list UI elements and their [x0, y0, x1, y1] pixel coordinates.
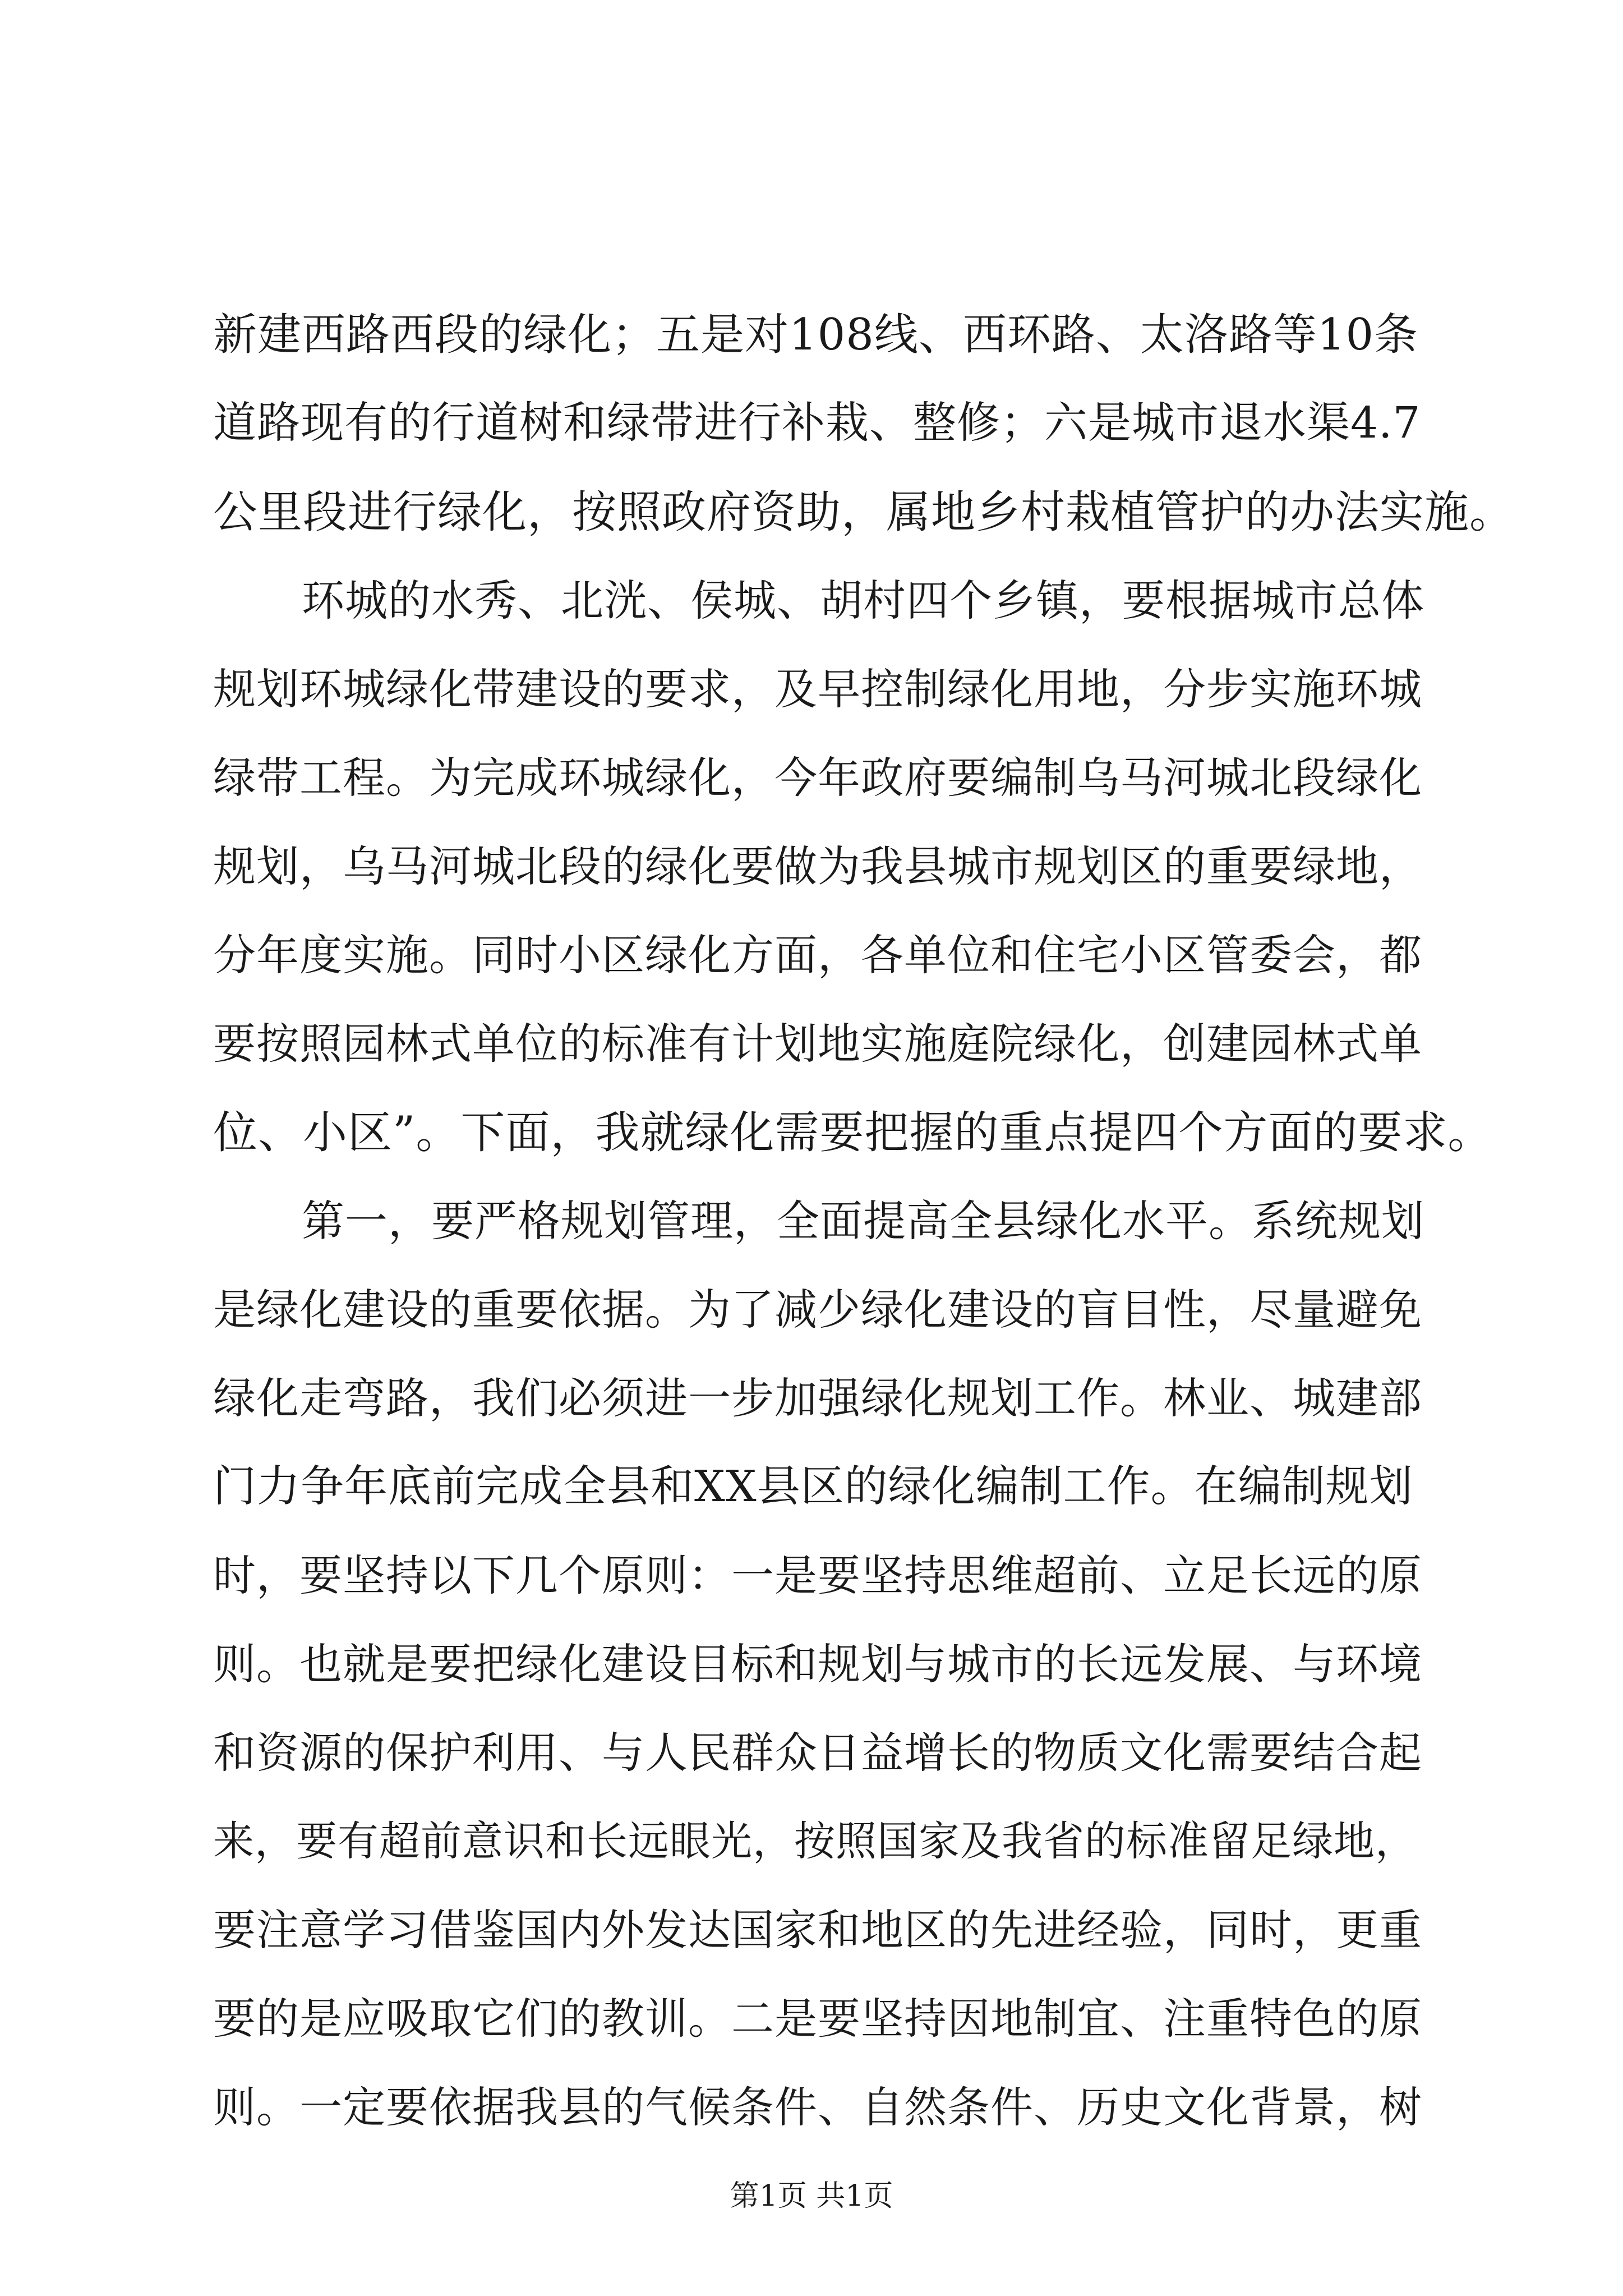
- text-line: 要的是应吸取它们的教训。二是要坚持因地制宜、注重特色的原: [213, 1994, 1422, 2044]
- text-line: 要按照园林式单位的标准有计划地实施庭院绿化，创建园林式单: [213, 1019, 1422, 1069]
- text-line: 时，要坚持以下几个原则：一是要坚持思维超前、立足长远的原: [213, 1550, 1422, 1600]
- text-line: 环城的水秀、北洸、侯城、胡村四个乡镇，要根据城市总体: [302, 576, 1424, 625]
- text-line: 绿带工程。为完成环城绿化，今年政府要编制乌马河城北段绿化: [213, 753, 1422, 803]
- text-line: 公里段进行绿化，按照政府资助，属地乡村栽植管护的办法实施。: [213, 486, 1514, 538]
- text-line: 则。也就是要把绿化建设目标和规划与城市的长远发展、与环境: [213, 1639, 1422, 1689]
- text-line: 是绿化建设的重要依据。为了减少绿化建设的盲目性，尽量避免: [213, 1285, 1422, 1335]
- text-line: 分年度实施。同时小区绿化方面，各单位和住宅小区管委会，都: [213, 930, 1422, 980]
- text-line: 新建西路西段的绿化；五是对108线、西环路、太洛路等10条: [213, 310, 1419, 360]
- text-line: 要注意学习借鉴国内外发达国家和地区的先进经验，同时，更重: [213, 1905, 1422, 1955]
- text-line: 和资源的保护利用、与人民群众日益增长的物质文化需要结合起: [213, 1728, 1422, 1778]
- text-line: 位、小区”。下面，我就绿化需要把握的重点提四个方面的要求。: [213, 1107, 1493, 1158]
- text-line: 规划环城绿化带建设的要求，及早控制绿化用地，分步实施环城: [213, 664, 1422, 714]
- document-body: [213, 291, 1514, 2152]
- text-line: 道路现有的行道树和绿带进行补栽、整修；六是城市退水渠4.7: [213, 398, 1421, 448]
- text-line: 第一，要严格规划管理，全面提高全县绿化水平。系统规划: [302, 1196, 1424, 1246]
- text-line: 则。一定要依据我县的气候条件、自然条件、历史文化背景，树: [213, 2082, 1422, 2132]
- text-line: 来，要有超前意识和长远眼光，按照国家及我省的标准留足绿地，: [213, 1818, 1417, 1865]
- text-line: 门力争年底前完成全县和XX县区的绿化编制工作。在编制规划: [213, 1462, 1413, 1512]
- text-line: 规划，乌马河城北段的绿化要做为我县城市规划区的重要绿地，: [213, 841, 1422, 891]
- page-footer: 第1页 共1页: [730, 2179, 893, 2213]
- text-line: 绿化走弯路，我们必须进一步加强绿化规划工作。林业、城建部: [213, 1373, 1422, 1423]
